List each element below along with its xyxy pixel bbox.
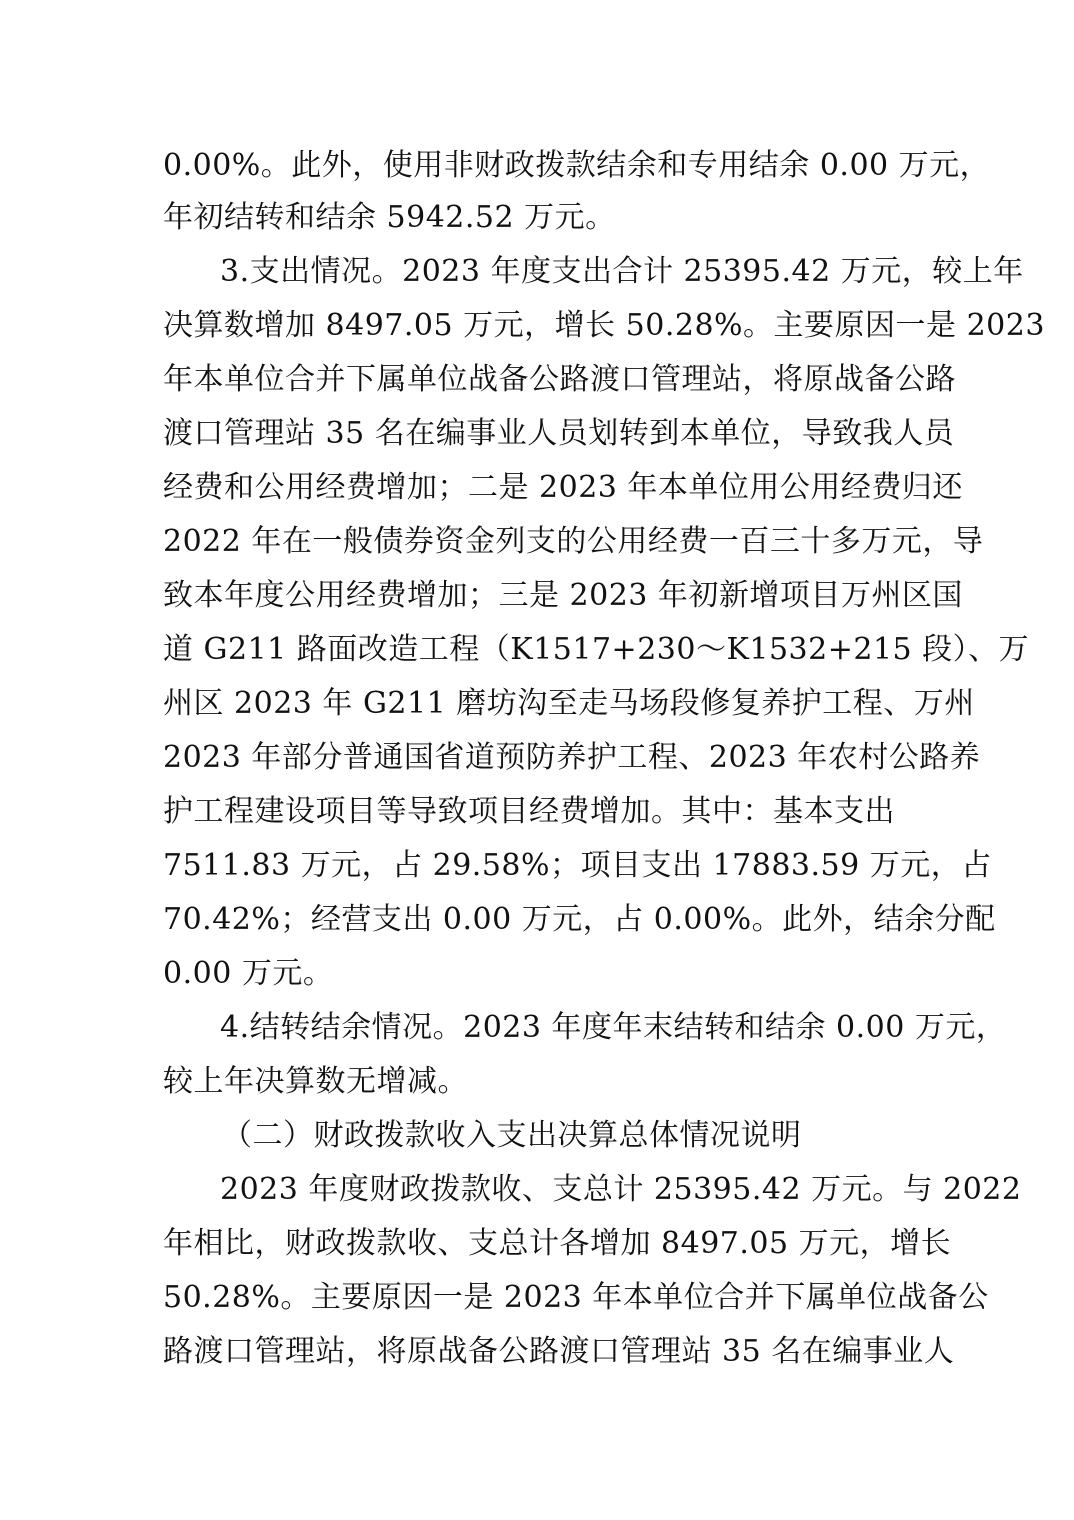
- text-line: 0.00 万元。: [163, 956, 334, 991]
- text-line: 较上年决算数无增减。: [163, 1064, 468, 1099]
- text-line: 年初结转和结余 5942.52 万元。: [163, 200, 616, 235]
- text-line: 50.28%。主要原因一是 2023 年本单位合并下属单位战备公: [163, 1280, 989, 1315]
- text-line: 决算数增加 8497.05 万元，增长 50.28%。主要原因一是 2023: [163, 308, 1045, 343]
- text-line: 2023 年部分普通国省道预防养护工程、2023 年农村公路养: [163, 740, 981, 775]
- text-line: 0.00%。此外，使用非财政拨款结余和专用结余 0.00 万元，: [163, 148, 991, 183]
- paragraph-3-first-line: 3.支出情况。2023 年度支出合计 25395.42 万元，较上年: [220, 254, 1024, 289]
- text-line: 年相比，财政拨款收、支总计各增加 8497.05 万元，增长: [163, 1226, 952, 1261]
- text-line: 70.42%；经营支出 0.00 万元，占 0.00%。此外，结余分配: [163, 902, 996, 937]
- section-heading: （二）财政拨款收入支出决算总体情况说明: [222, 1118, 802, 1153]
- text-line: 道 G211 路面改造工程（K1517+230～K1532+215 段）、万: [163, 632, 1030, 667]
- text-line: 2022 年在一般债券资金列支的公用经费一百三十多万元，导: [163, 524, 984, 559]
- text-line: 州区 2023 年 G211 磨坊沟至走马场段修复养护工程、万州: [163, 686, 975, 721]
- text-line: 护工程建设项目等导致项目经费增加。其中：基本支出: [163, 794, 895, 829]
- text-line: 经费和公用经费增加；二是 2023 年本单位用公用经费归还: [163, 470, 963, 505]
- text-line: 7511.83 万元，占 29.58%；项目支出 17883.59 万元，占: [163, 848, 992, 883]
- text-line: 渡口管理站 35 名在编事业人员划转到本单位，导致我人员: [163, 416, 955, 451]
- text-line: 致本年度公用经费增加；三是 2023 年初新增项目万州区国: [163, 578, 963, 613]
- paragraph-4-first-line: 4.结转结余情况。2023 年度年末结转和结余 0.00 万元，: [220, 1010, 1007, 1045]
- text-line: 路渡口管理站，将原战备公路渡口管理站 35 名在编事业人: [163, 1334, 955, 1369]
- text-line: 年本单位合并下属单位战备公路渡口管理站，将原战备公路: [163, 362, 956, 397]
- paragraph-first-line: 2023 年度财政拨款收、支总计 25395.42 万元。与 2022: [220, 1172, 1022, 1207]
